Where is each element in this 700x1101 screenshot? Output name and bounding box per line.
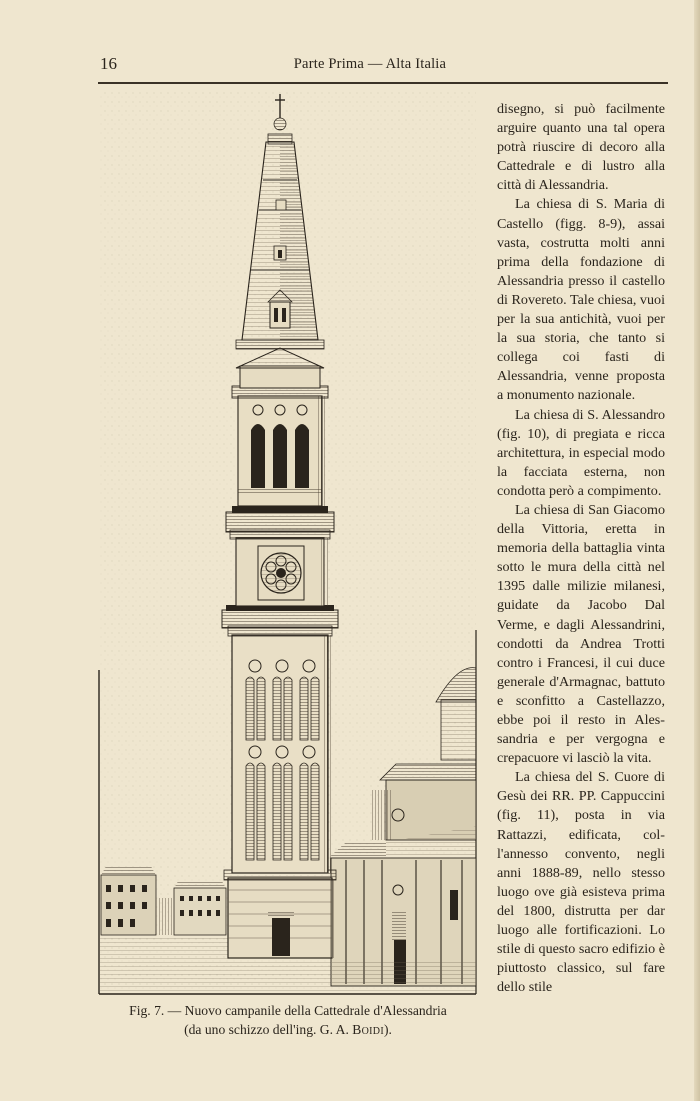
figure-caption [96,1001,480,1039]
belfry [232,386,328,506]
paragraph-5: La chiesa del S. Cuore di Gesù dei RR. PP. Cappuccini (fig. 11), posta in via Rattazzi, edificata, coll'annesso convento, negli anni 1888-89, nello stesso luogo ove già esisteva prima del 1800, distrutta per dar luogo alle fortificazioni. Lo stile di questo sacro edifizio è piuttosto classico, sul fare dello stile [497,769,665,996]
rose-window-stage [230,530,330,606]
running-title: Parte Prima — Alta Italia [293,56,447,72]
tower-base [224,870,336,958]
paragraph-3: La chiesa di S. Alessandro (fig. 10), di pregiata e ricca architettura, in especial modo la facciata esterna, non condotta però a compimento. [497,406,665,499]
pediment-stage [236,340,324,388]
caption-line-2 [96,1020,480,1039]
upper-cornice [226,506,334,532]
body-text-column [497,100,665,997]
page-edge [694,0,700,1101]
header-rule [98,82,668,84]
caption-line-1: Fig. 7. — Nuovo campanile della Cattedrale d'Alessandria [129,1003,447,1018]
paragraph-2: La chiesa di S. Maria di Castello (figg. 8-9), assai vasta, costrutta molti anni prima della fondazione di Alessandria presso il castello di Rovereto. Tale chiesa, vuoi per la sua antichità, vuoi per la sua storia, che tanto si collega coi fasti di Alessandria, venne proposta a monumento nazionale. [497,196,665,404]
caption-source-suffix: ). [383,1022,392,1037]
caption-source-prefix: (da uno schizzo dell'ing. G. A. [184,1022,353,1037]
campanile-illustration [96,90,480,996]
tower-cornice [222,605,338,628]
page-number: 16 [100,54,117,73]
paragraph-4: La chiesa di San Giacomo della Vittoria, eretta in memoria della battaglia vinta sotto le mura della città nel 1395 dalle milizie milanesi, guidate da Jacobo Dal Verme, e dagli Alessandrini, condotti da Andrea Trotti contro i Francesi, il cui duce generale d'Armagnac, battuto e sconfitto a Castellazzo, ebbe poi il resto in Alessandria e per vergogna e crepacuore vi lasciò la vita. [497,501,665,767]
caption-author-name: Boidi [352,1022,384,1037]
figure-campanile-engraving [96,90,480,996]
paragraph-1: disegno, si può facilmente arguire quanto una tal opera potrà riuscire di decoro alla Cattedrale e di lustro alla città di Alessandria. [497,101,665,194]
tower-shaft [228,626,332,873]
